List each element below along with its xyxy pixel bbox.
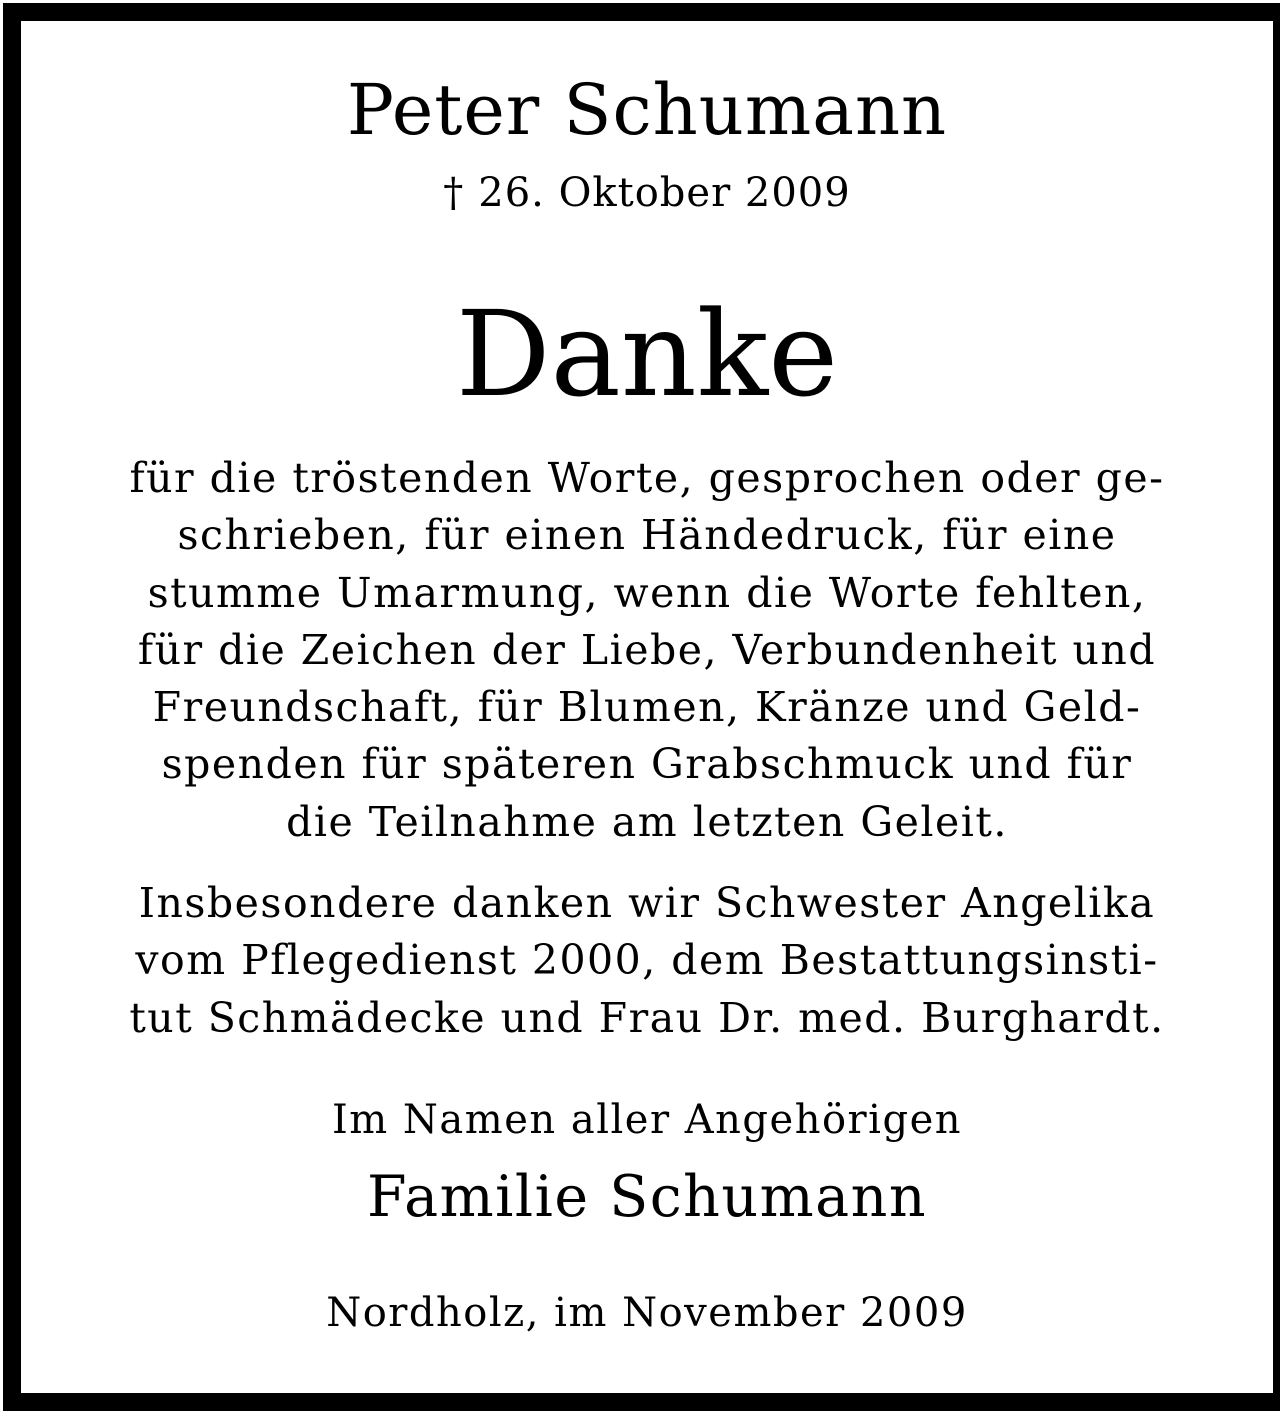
paragraph-line: Insbesondere danken wir Schwester Angelika (138, 879, 1156, 927)
notice-border (3, 3, 1280, 1411)
paragraph-line: stumme Umarmung, wenn die Worte fehlten, (147, 568, 1147, 617)
deceased-name: Peter Schumann (346, 69, 948, 151)
thanks-heading: Danke (455, 285, 839, 423)
death-date: 26. Oktober 2009 (478, 170, 851, 216)
paragraph-line: tut Schmädecke und Frau Dr. med. Burghardt. (129, 993, 1165, 1042)
family-signature: Familie Schumann (366, 1164, 928, 1230)
paragraph-line: vom Pflegedienst 2000, dem Bestattungsinsti- (135, 936, 1159, 985)
paragraph-line: Freundschaft, für Blumen, Kränze und Geld- (152, 683, 1142, 732)
special-thanks-paragraph (71, 875, 1223, 1047)
thanks-paragraph (71, 450, 1223, 851)
paragraph-line: die Teilnahme am letzten Geleit. (286, 797, 1008, 846)
dagger-symbol: † (443, 170, 465, 216)
paragraph-line: schrieben, für einen Händedruck, für eine (177, 511, 1117, 560)
paragraph-line: für die Zeichen der Liebe, Verbundenheit und (137, 625, 1157, 674)
place-and-date: Nordholz, im November 2009 (326, 1290, 968, 1336)
death-date-line (21, 167, 1273, 219)
paragraph-line: für die tröstenden Worte, gesprochen oder ge- (129, 454, 1165, 502)
closing-line: Im Namen aller Angehörigen (331, 1097, 963, 1143)
paragraph-line: spenden für späteren Grabschmuck und für (161, 740, 1133, 789)
